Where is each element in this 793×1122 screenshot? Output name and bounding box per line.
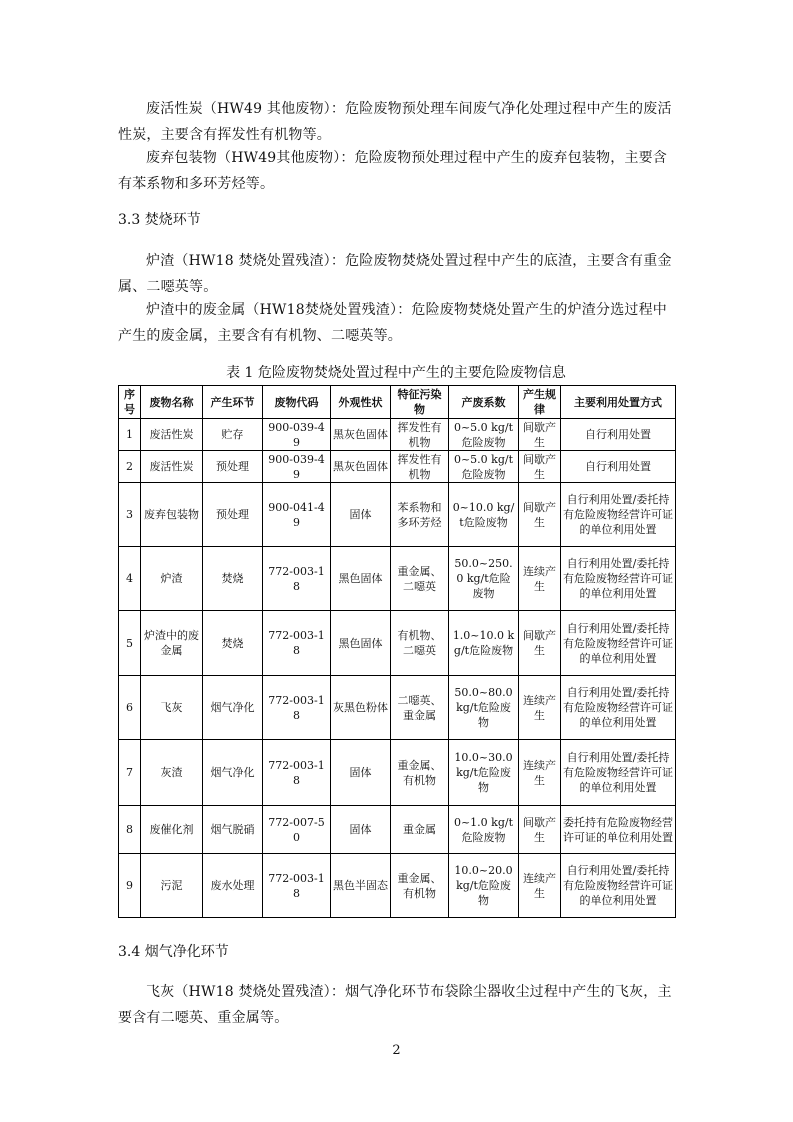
table-cell: 8 — [119, 806, 141, 854]
table-cell: 自行利用处置 — [561, 451, 676, 483]
table-cell: 挥发性有机物 — [391, 419, 449, 451]
table-cell: 1.0~10.0 kg/t危险废物 — [449, 611, 519, 676]
table-cell: 飞灰 — [141, 676, 203, 740]
table-cell: 重金属 — [391, 806, 449, 854]
header-cell: 外观性状 — [331, 386, 391, 419]
table-cell: 废活性炭 — [141, 419, 203, 451]
table-cell: 50.0~80.0 kg/t危险废物 — [449, 676, 519, 740]
section-heading-flue-gas: 3.4 烟气净化环节 — [118, 944, 229, 960]
table-cell: 自行利用处置/委托持有危险废物经营许可证的单位利用处置 — [561, 740, 676, 806]
table-cell: 连续产生 — [519, 854, 561, 918]
section-heading-incineration: 3.3 焚烧环节 — [118, 212, 201, 228]
table-cell: 黑灰色固体 — [331, 451, 391, 483]
table-cell: 50.0~250.0 kg/t危险废物 — [449, 547, 519, 611]
table-cell: 废水处理 — [203, 854, 263, 918]
table-cell: 废活性炭 — [141, 451, 203, 483]
table-row — [119, 547, 676, 611]
table-cell: 自行利用处置/委托持有危险废物经营许可证的单位利用处置 — [561, 676, 676, 740]
table-cell: 委托持有危险废物经营许可证的单位利用处置 — [561, 806, 676, 854]
table-cell: 自行利用处置 — [561, 419, 676, 451]
table-cell: 炉渣 — [141, 547, 203, 611]
table-cell: 有机物、二噁英 — [391, 611, 449, 676]
table-cell: 1 — [119, 419, 141, 451]
table-cell: 772-007-50 — [263, 806, 331, 854]
table-row — [119, 806, 676, 854]
table-cell: 7 — [119, 740, 141, 806]
table-cell: 9 — [119, 854, 141, 918]
table-cell: 0~5.0 kg/t危险废物 — [449, 419, 519, 451]
table-cell: 900-039-49 — [263, 451, 331, 483]
table-cell: 自行利用处置/委托持有危险废物经营许可证的单位利用处置 — [561, 547, 676, 611]
table-header-row — [119, 386, 676, 419]
paragraph-slag: 炉渣（HW18 焚烧处置残渣）：危险废物焚烧处置过程中产生的底渣，主要含有重金属、二噁英等。 — [118, 253, 672, 295]
table-cell: 自行利用处置/委托持有危险废物经营许可证的单位利用处置 — [561, 483, 676, 547]
table-cell: 灰黑色粉体 — [331, 676, 391, 740]
table-cell: 间歇产生 — [519, 419, 561, 451]
table-cell: 900-041-49 — [263, 483, 331, 547]
table-cell: 772-003-18 — [263, 547, 331, 611]
table-cell: 10.0~30.0 kg/t危险废物 — [449, 740, 519, 806]
header-cell: 产生环节 — [203, 386, 263, 419]
table-cell: 连续产生 — [519, 676, 561, 740]
table-row — [119, 451, 676, 483]
table-cell: 间歇产生 — [519, 451, 561, 483]
table-cell: 重金属、二噁英 — [391, 547, 449, 611]
table-cell: 烟气脱硝 — [203, 806, 263, 854]
table-cell: 废催化剂 — [141, 806, 203, 854]
table-cell: 炉渣中的废金属 — [141, 611, 203, 676]
table-row — [119, 676, 676, 740]
table-cell: 固体 — [331, 483, 391, 547]
table-cell: 间歇产生 — [519, 483, 561, 547]
table-cell: 苯系物和多环芳烃 — [391, 483, 449, 547]
table-cell: 黑灰色固体 — [331, 419, 391, 451]
header-cell: 产废系数 — [449, 386, 519, 419]
header-cell: 产生规律 — [519, 386, 561, 419]
table-cell: 污泥 — [141, 854, 203, 918]
table-cell: 固体 — [331, 740, 391, 806]
page-number: 2 — [392, 1043, 401, 1058]
header-cell: 序号 — [119, 386, 141, 419]
table-cell: 挥发性有机物 — [391, 451, 449, 483]
table-caption: 表 1 危险废物焚烧处置过程中产生的主要危险废物信息 — [226, 365, 566, 381]
table-cell: 0~5.0 kg/t危险废物 — [449, 451, 519, 483]
table-row — [119, 419, 676, 451]
table-cell: 焚烧 — [203, 547, 263, 611]
table-cell: 重金属、有机物 — [391, 854, 449, 918]
table-cell: 烟气净化 — [203, 740, 263, 806]
table-cell: 4 — [119, 547, 141, 611]
paragraph-waste-activated-carbon: 废活性炭（HW49 其他废物）：危险废物预处理车间废气净化处理过程中产生的废活性炭，主要含有挥发性有机物等。 — [118, 101, 672, 143]
table-cell: 二噁英、重金属 — [391, 676, 449, 740]
table-cell: 灰渣 — [141, 740, 203, 806]
table-row — [119, 740, 676, 806]
table-cell: 5 — [119, 611, 141, 676]
header-cell: 特征污染物 — [391, 386, 449, 419]
header-cell: 废物代码 — [263, 386, 331, 419]
table-cell: 3 — [119, 483, 141, 547]
table-cell: 间歇产生 — [519, 806, 561, 854]
hazardous-waste-table — [118, 385, 676, 918]
table-cell: 重金属、有机物 — [391, 740, 449, 806]
table-cell: 0~1.0 kg/t危险废物 — [449, 806, 519, 854]
table-cell: 900-039-49 — [263, 419, 331, 451]
table-row — [119, 611, 676, 676]
table-cell: 6 — [119, 676, 141, 740]
table-cell: 772-003-18 — [263, 676, 331, 740]
header-cell: 废物名称 — [141, 386, 203, 419]
table-cell: 预处理 — [203, 483, 263, 547]
table-cell: 连续产生 — [519, 740, 561, 806]
table-cell: 连续产生 — [519, 547, 561, 611]
table-row — [119, 854, 676, 918]
table-cell: 10.0~20.0 kg/t危险废物 — [449, 854, 519, 918]
table-cell: 贮存 — [203, 419, 263, 451]
table-row — [119, 483, 676, 547]
table-cell: 固体 — [331, 806, 391, 854]
table-cell: 0~10.0 kg/t危险废物 — [449, 483, 519, 547]
paragraph-fly-ash: 飞灰（HW18 焚烧处置残渣）：烟气净化环节布袋除尘器收尘过程中产生的飞灰，主要含有二噁英、重金属等。 — [118, 984, 672, 1026]
table-cell: 烟气净化 — [203, 676, 263, 740]
header-cell: 主要利用处置方式 — [561, 386, 676, 419]
table-cell: 间歇产生 — [519, 611, 561, 676]
table-cell: 自行利用处置/委托持有危险废物经营许可证的单位利用处置 — [561, 854, 676, 918]
table-cell: 772-003-18 — [263, 740, 331, 806]
table-cell: 2 — [119, 451, 141, 483]
table-cell: 黑色半固态 — [331, 854, 391, 918]
paragraph-waste-packaging: 废弃包装物（HW49其他废物）：危险废物预处理过程中产生的废弃包装物，主要含有苯系物和多环芳烃等。 — [118, 150, 668, 192]
table-cell: 自行利用处置/委托持有危险废物经营许可证的单位利用处置 — [561, 611, 676, 676]
table-cell: 黑色固体 — [331, 611, 391, 676]
table-cell: 772-003-18 — [263, 854, 331, 918]
table-cell: 废弃包装物 — [141, 483, 203, 547]
table-cell: 预处理 — [203, 451, 263, 483]
table-cell: 黑色固体 — [331, 547, 391, 611]
table-cell: 772-003-18 — [263, 611, 331, 676]
paragraph-slag-metal: 炉渣中的废金属（HW18焚烧处置残渣）：危险废物焚烧处置产生的炉渣分选过程中产生的废金属，主要含有有机物、二噁英等。 — [118, 302, 668, 344]
table-cell: 焚烧 — [203, 611, 263, 676]
